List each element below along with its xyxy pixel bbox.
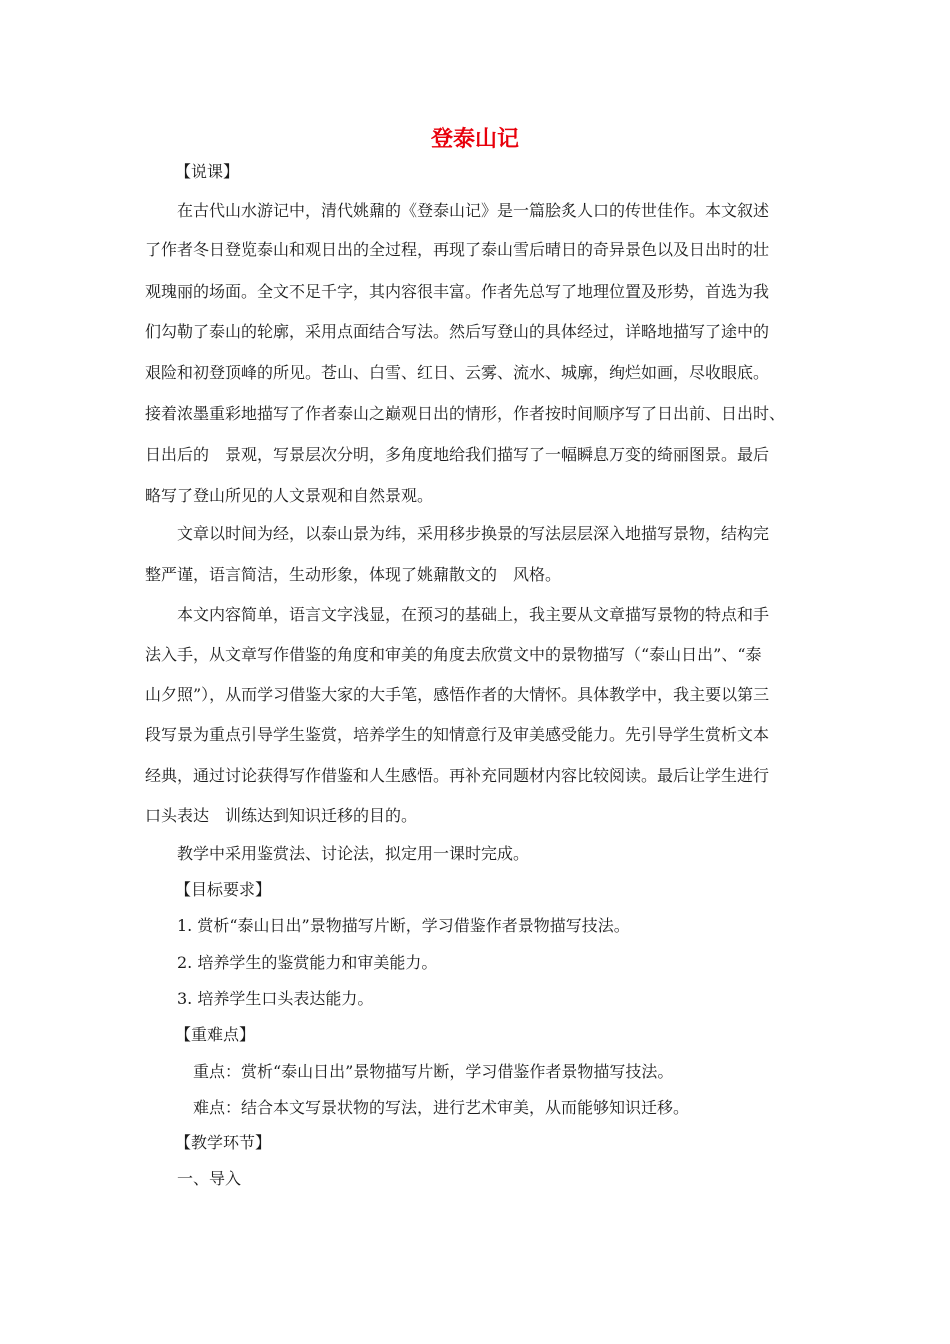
paragraph-line: 观瑰丽的场面。全文不足千字，其内容很丰富。作者先总写了地理位置及形势，首选为我 [145,282,770,301]
paragraph-line: 口头表达 训练达到知识迁移的目的。 [145,806,418,825]
paragraph-line: 了作者冬日登览泰山和观日出的全过程，再现了泰山雪后晴日的奇异景色以及日出时的壮 [145,240,770,259]
key-point-line: 重点：赏析“泰山日出”景物描写片断，学习借鉴作者景物描写技法。 [193,1062,674,1081]
section-heading-teaching: 【教学环节】 [175,1133,272,1152]
subsection-heading: 一、导入 [177,1169,242,1188]
paragraph-line: 接着浓墨重彩地描写了作者泰山之巅观日出的情形，作者按时间顺序写了日出前、日出时、 [145,404,786,423]
section-heading-shuoke: 【说课】 [175,162,240,181]
list-item: 1. 赏析“泰山日出”景物描写片断，学习借鉴作者景物描写技法。 [177,916,630,935]
paragraph-line: 经典，通过讨论获得写作借鉴和人生感悟。再补充同题材内容比较阅读。最后让学生进行 [145,766,770,785]
list-item: 3. 培养学生口头表达能力。 [177,989,374,1008]
paragraph-line: 整严谨，语言简洁，生动形象，体现了姚鼐散文的 风格。 [145,565,562,584]
document-title: 登泰山记 [430,127,519,152]
paragraph-line: 们勾勒了泰山的轮廓，采用点面结合写法。然后写登山的具体经过，详略地描写了途中的 [145,322,770,341]
paragraph-line: 日出后的 景观，写景层次分明，多角度地给我们描写了一幅瞬息万变的绮丽图景。最后 [145,445,770,464]
paragraph-line: 段写景为重点引导学生鉴赏，培养学生的知情意行及审美感受能力。先引导学生赏析文本 [145,725,770,744]
paragraph-line: 艰险和初登顶峰的所见。苍山、白雪、红日、云雾、流水、城廓，绚烂如画，尽收眼底。 [145,363,770,382]
paragraph-line: 教学中采用鉴赏法、讨论法，拟定用一课时完成。 [177,844,530,863]
paragraph-line: 法入手，从文章写作借鉴的角度和审美的角度去欣赏文中的景物描写（“泰山日出”、“泰 [145,645,762,664]
paragraph-line: 文章以时间为经，以泰山景为纬，采用移步换景的写法层层深入地描写景物，结构完 [177,524,770,543]
paragraph-line: 略写了登山所见的人文景观和自然景观。 [145,486,434,505]
section-heading-goals: 【目标要求】 [175,880,272,899]
difficult-point-line: 难点：结合本文写景状物的写法，进行艺术审美，从而能够知识迁移。 [193,1098,690,1117]
paragraph-line: 山夕照”），从而学习借鉴大家的大手笔，感悟作者的大情怀。具体教学中，我主要以第三 [145,685,770,704]
paragraph-line: 本文内容简单，语言文字浅显，在预习的基础上，我主要从文章描写景物的特点和手 [177,605,770,624]
section-heading-keypoints: 【重难点】 [175,1025,256,1044]
list-item: 2. 培养学生的鉴赏能力和审美能力。 [177,953,438,972]
paragraph-line: 在古代山水游记中，清代姚鼐的《登泰山记》是一篇脍炙人口的传世佳作。本文叙述 [177,201,770,220]
